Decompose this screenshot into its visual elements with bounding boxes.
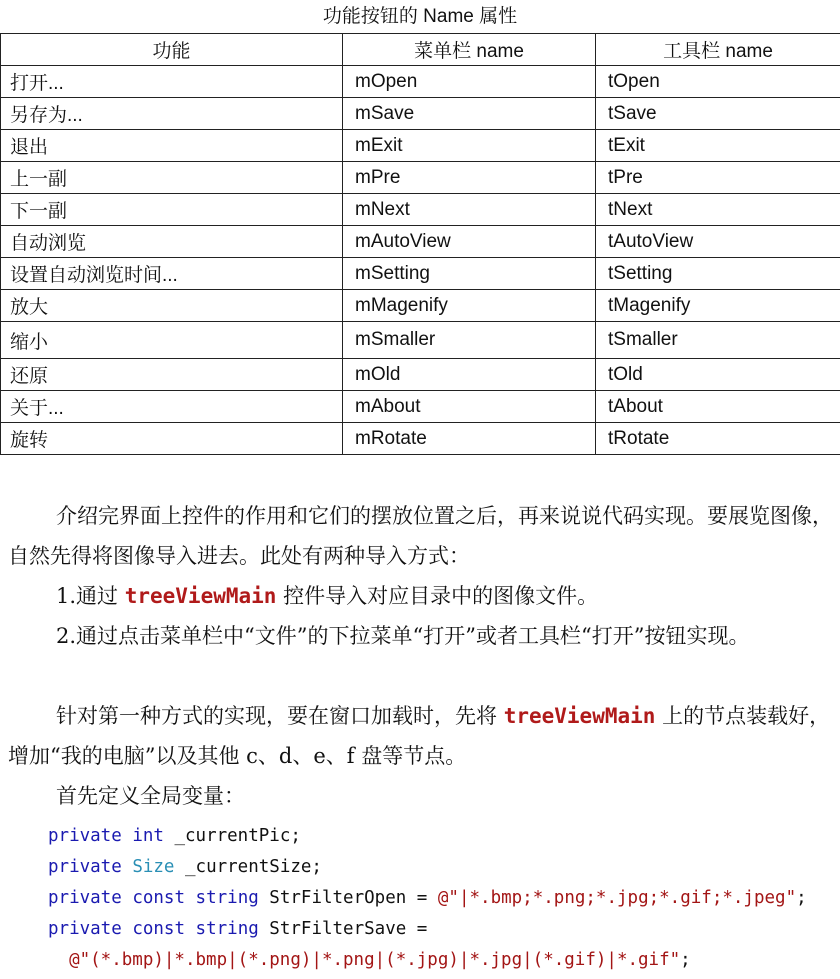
- table-row: [1, 391, 840, 423]
- menu-name-cell: mPre: [343, 162, 596, 194]
- method-1-suffix: 控件导入对应目录中的图像文件。: [276, 584, 599, 608]
- code-text: _currentSize;: [174, 857, 322, 877]
- table-caption: 功能按钮的 Name 属性: [322, 6, 518, 27]
- inline-code-treeviewmain: treeViewMain: [124, 584, 277, 608]
- code-line-5: [48, 950, 691, 970]
- menu-name-cell: mOpen: [343, 66, 596, 98]
- function-cell: 下一副: [1, 194, 343, 226]
- function-cell: 自动浏览: [1, 226, 343, 258]
- menu-name-cell: mAbout: [343, 391, 596, 423]
- toolbar-name-cell: tNext: [596, 194, 840, 226]
- table-row: [1, 322, 840, 359]
- menu-name-cell: mRotate: [343, 423, 596, 455]
- code-line-1: [48, 826, 301, 846]
- keyword: private: [48, 826, 122, 846]
- function-cell: 放大: [1, 290, 343, 322]
- code-text: StrFilterOpen =: [258, 888, 438, 908]
- function-cell: 退出: [1, 130, 343, 162]
- function-cell: 另存为...: [1, 98, 343, 130]
- code-text: StrFilterSave =: [258, 919, 428, 939]
- impl-suffix: 上的节点装载好，增加“我的电脑”以及其他 c、d、e、f 盘等节点。: [8, 704, 831, 768]
- paragraph-method-2: 2.通过点击菜单栏中“文件”的下拉菜单“打开”或者工具栏“打开”按钮实现。: [56, 624, 750, 648]
- name-property-table: [0, 33, 840, 455]
- keyword: private: [48, 857, 122, 877]
- menu-name-cell: mSave: [343, 98, 596, 130]
- inline-code-treeviewmain: treeViewMain: [503, 704, 656, 728]
- toolbar-name-cell: tAbout: [596, 391, 840, 423]
- table-row: [1, 258, 840, 290]
- paragraph-define-globals: 首先定义全局变量：: [56, 784, 245, 808]
- code-block: [48, 821, 838, 976]
- keyword: string: [195, 919, 259, 939]
- column-header-function: 功能: [1, 34, 343, 66]
- keyword: const: [132, 919, 185, 939]
- function-cell: 上一副: [1, 162, 343, 194]
- paragraph-method-1: [8, 576, 838, 616]
- menu-name-cell: mOld: [343, 359, 596, 391]
- toolbar-name-cell: tSave: [596, 98, 840, 130]
- menu-name-cell: mNext: [343, 194, 596, 226]
- menu-name-cell: mSetting: [343, 258, 596, 290]
- code-line-2: [48, 857, 322, 877]
- keyword: int: [132, 826, 164, 846]
- table-row: [1, 162, 840, 194]
- table-row: [1, 226, 840, 258]
- code-line-4: [48, 919, 427, 939]
- toolbar-name-cell: tAutoView: [596, 226, 840, 258]
- table-row: [1, 423, 840, 455]
- toolbar-name-cell: tRotate: [596, 423, 840, 455]
- menu-name-cell: mExit: [343, 130, 596, 162]
- function-cell: 打开...: [1, 66, 343, 98]
- code-text: _currentPic;: [163, 826, 301, 846]
- table-row: [1, 290, 840, 322]
- keyword: private: [48, 919, 122, 939]
- function-cell: 设置自动浏览时间...: [1, 258, 343, 290]
- code-text: ;: [796, 888, 807, 908]
- toolbar-name-cell: tOpen: [596, 66, 840, 98]
- keyword: private: [48, 888, 122, 908]
- toolbar-name-cell: tSmaller: [596, 322, 840, 359]
- method-1-prefix: 1.通过: [56, 584, 125, 608]
- column-header-toolbar-name: 工具栏 name: [596, 34, 840, 66]
- menu-name-cell: mSmaller: [343, 322, 596, 359]
- type-name: Size: [132, 857, 175, 877]
- function-cell: 还原: [1, 359, 343, 391]
- menu-name-cell: mAutoView: [343, 226, 596, 258]
- toolbar-name-cell: tMagenify: [596, 290, 840, 322]
- table-row: [1, 98, 840, 130]
- function-cell: 关于...: [1, 391, 343, 423]
- code-line-3: [48, 888, 807, 908]
- function-cell: 旋转: [1, 423, 343, 455]
- impl-prefix: 针对第一种方式的实现，要在窗口加载时，先将: [56, 704, 504, 728]
- table-row: [1, 194, 840, 226]
- keyword: string: [195, 888, 259, 908]
- toolbar-name-cell: tOld: [596, 359, 840, 391]
- paragraph-intro: 介绍完界面上控件的作用和它们的摆放位置之后，再来说说代码实现。要展览图像，自然先得将图像导入进去。此处有两种导入方式：: [8, 504, 833, 568]
- toolbar-name-cell: tSetting: [596, 258, 840, 290]
- function-cell: 缩小: [1, 322, 343, 359]
- column-header-menu-name: 菜单栏 name: [343, 34, 596, 66]
- keyword: const: [132, 888, 185, 908]
- menu-name-cell: mMagenify: [343, 290, 596, 322]
- paragraph-first-method-impl: [8, 696, 838, 776]
- code-text: ;: [680, 950, 691, 970]
- string-literal: @"(*.bmp)|*.bmp|(*.png)|*.png|(*.jpg)|*.jpg|(*.gif)|*.gif": [69, 950, 681, 970]
- toolbar-name-cell: tExit: [596, 130, 840, 162]
- table-row: [1, 359, 840, 391]
- table-row: [1, 130, 840, 162]
- toolbar-name-cell: tPre: [596, 162, 840, 194]
- string-literal: @"|*.bmp;*.png;*.jpg;*.gif;*.jpeg": [437, 888, 797, 908]
- table-header-row: [1, 34, 840, 66]
- table-row: [1, 66, 840, 98]
